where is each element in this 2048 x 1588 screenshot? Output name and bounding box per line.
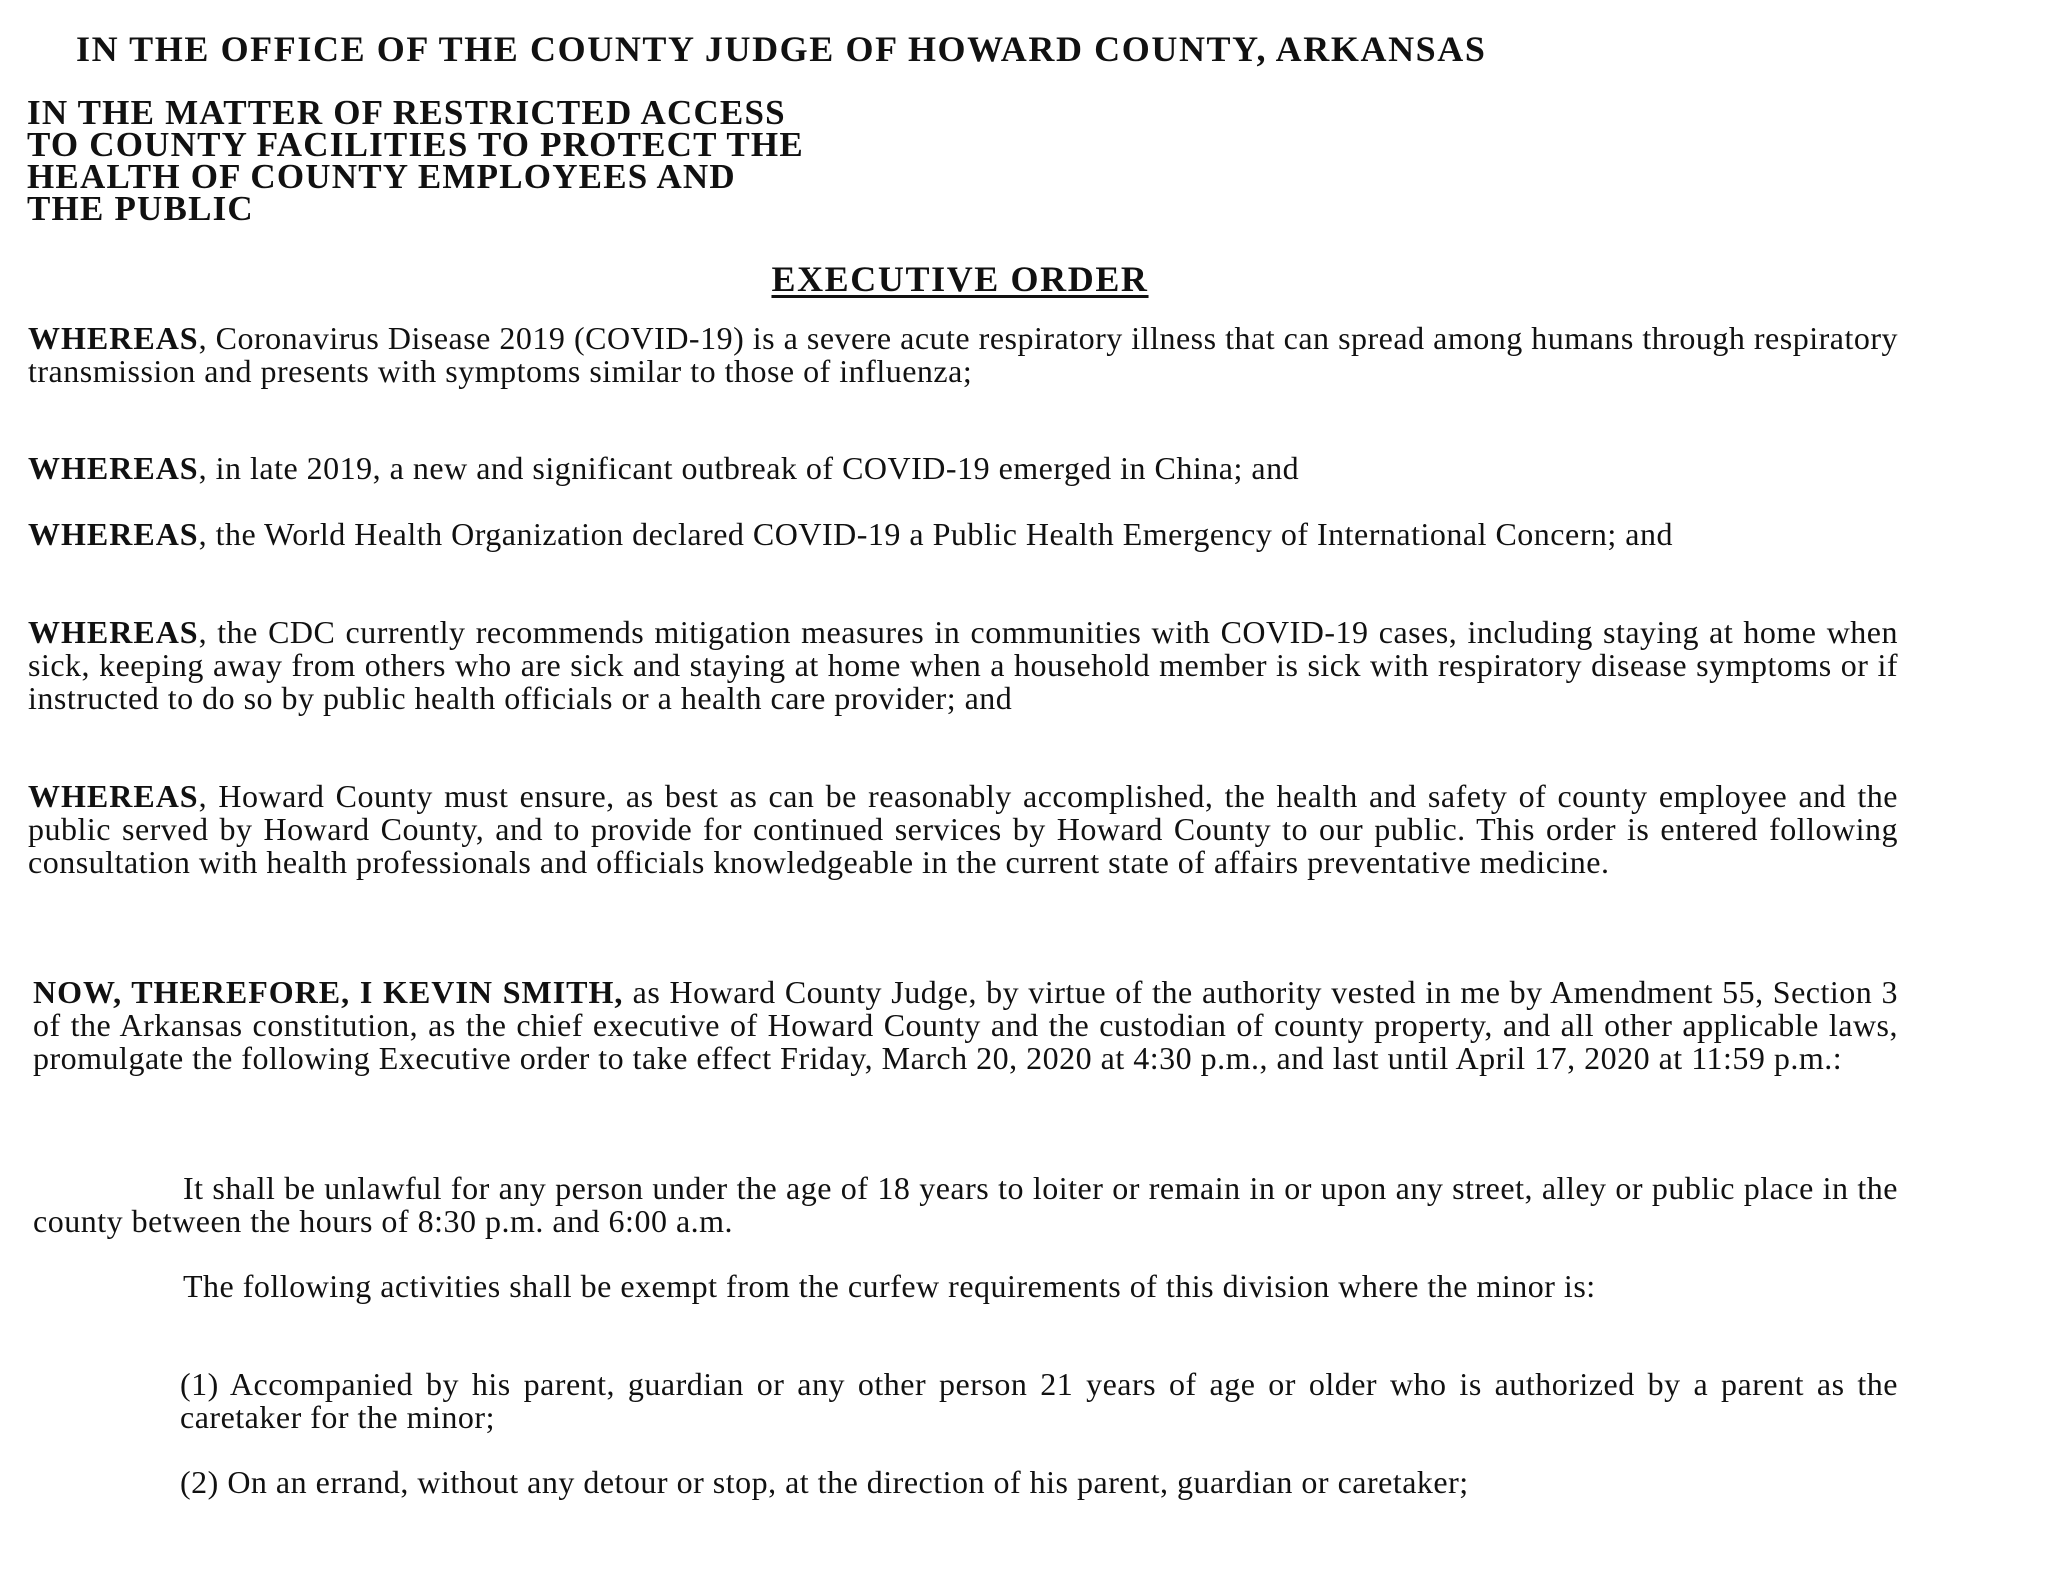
- office-header: IN THE OFFICE OF THE COUNTY JUDGE OF HOWARD COUNTY, ARKANSAS: [76, 29, 1487, 69]
- whereas-lead: WHEREAS: [28, 614, 199, 650]
- order-title: EXECUTIVE ORDER: [771, 259, 1149, 299]
- whereas-text: , Coronavirus Disease 2019 (COVID-19) is a severe acute respiratory illness that can spread among humans through respiratory transmission and presents with symptoms similar to those of influenza;: [28, 320, 1898, 389]
- whereas-text: , in late 2019, a new and significant outbreak of COVID-19 emerged in China; and: [198, 450, 1300, 486]
- now-therefore-lead: NOW, THEREFORE, I KEVIN SMITH,: [33, 974, 624, 1010]
- matter-caption: [27, 93, 804, 228]
- whereas-paragraph-2: [28, 452, 1898, 485]
- exemption-item-2: (2) On an errand, without any detour or stop, at the direction of his parent, guardian or caretaker;: [180, 1464, 1469, 1500]
- whereas-lead: WHEREAS: [28, 450, 199, 486]
- whereas-paragraph-4: [28, 616, 1898, 715]
- whereas-paragraph-3: [28, 518, 1898, 551]
- curfew-rule-paragraph: It shall be unlawful for any person under the age of 18 years to loiter or remain in or upon any street, alley or public place in the county between the hours of 8:30 p.m. and 6:00 a.m.: [33, 1170, 1898, 1239]
- exemptions-intro-paragraph: The following activities shall be exempt from the curfew requirements of this division where the minor is:: [183, 1268, 1596, 1304]
- whereas-lead: WHEREAS: [28, 778, 199, 814]
- whereas-text: , Howard County must ensure, as best as can be reasonably accomplished, the health and safety of county employee and the public served by Howard County, and to provide for continued services by Howard County to our public. This order is entered following consultation with health professionals and officials knowledgeable in the current state of affairs preventative medicine.: [28, 778, 1898, 880]
- whereas-paragraph-5: [28, 780, 1898, 879]
- matter-line: IN THE MATTER OF RESTRICTED ACCESS: [27, 93, 786, 132]
- matter-line: TO COUNTY FACILITIES TO PROTECT THE: [27, 125, 804, 164]
- now-therefore-paragraph: [33, 976, 1898, 1075]
- whereas-paragraph-1: [28, 322, 1898, 388]
- whereas-lead: WHEREAS: [28, 320, 199, 356]
- whereas-text: , the CDC currently recommends mitigation measures in communities with COVID-19 cases, including staying at home when sick, keeping away from others who are sick and staying at home when a household member is sick with respiratory disease symptoms or if instructed to do so by public health officials or a health care provider; and: [28, 614, 1898, 716]
- now-therefore-text: as Howard County Judge, by virtue of the authority vested in me by Amendment 55, Section 3 of the Arkansas constitution, as the chief executive of Howard County and the custodian of county property, and all other applicable laws, promulgate the following Executive order to take effect Friday, March 20, 2020 at 4:30 p.m., and last until April 17, 2020 at 11:59 p.m.:: [33, 974, 1899, 1076]
- whereas-text: , the World Health Organization declared COVID-19 a Public Health Emergency of International Concern; and: [198, 516, 1673, 552]
- exemption-item-1: (1) Accompanied by his parent, guardian or any other person 21 years of age or older who is authorized by a parent as the caretaker for the minor;: [180, 1366, 1898, 1435]
- matter-line: HEALTH OF COUNTY EMPLOYEES AND: [27, 157, 736, 196]
- matter-line: THE PUBLIC: [27, 189, 254, 228]
- whereas-lead: WHEREAS: [28, 516, 199, 552]
